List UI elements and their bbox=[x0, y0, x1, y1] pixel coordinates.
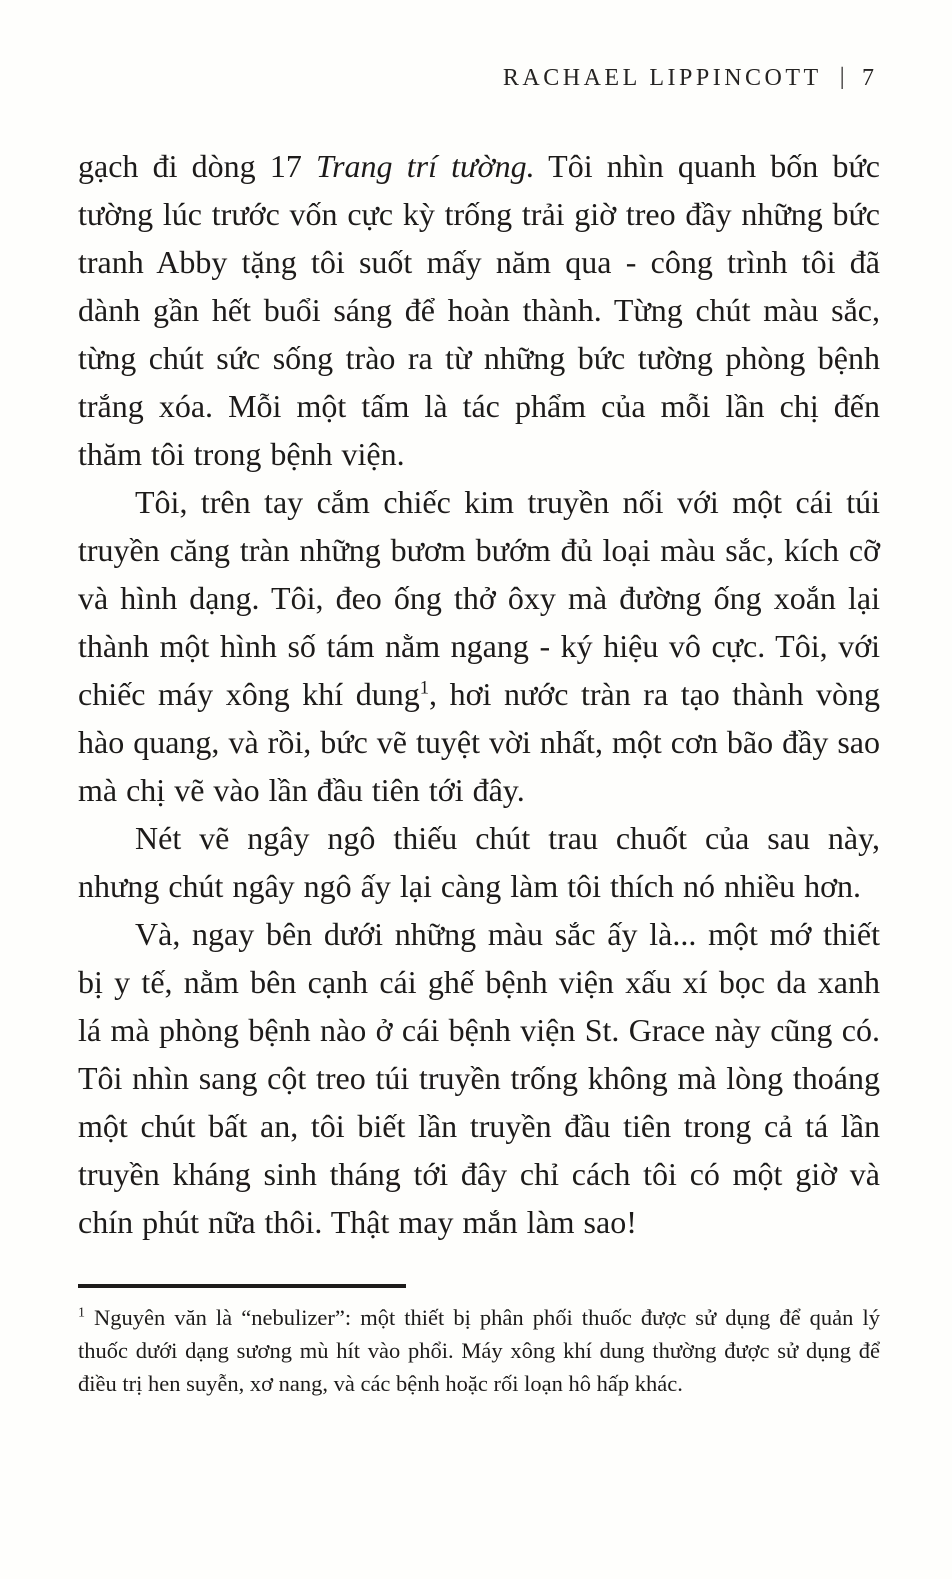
paragraph-2 bbox=[78, 478, 880, 814]
footnote bbox=[78, 1301, 880, 1400]
paragraph-4-text: Và, ngay bên dưới những màu sắc ấy là... một mớ thiết bị y tế, nằm bên cạnh cái ghế bệnh viện xấu xí bọc da xanh lá mà phòng bệnh nào ở cái bệnh viện St. Grace này cũng có. Tôi nhìn sang cột treo túi truyền trống không mà lòng thoáng một chút bất an, tôi biết lần truyền đầu tiên trong cả tá lần truyền kháng sinh tháng tới đây chỉ cách tôi có một giờ và chín phút nữa thôi. Thật may mắn làm sao! bbox=[78, 916, 880, 1240]
list-item-title-italic: Trang trí tường. bbox=[316, 148, 535, 184]
running-head-author: RACHAEL LIPPINCOTT bbox=[502, 65, 822, 91]
footnote-marker: 1 bbox=[78, 1305, 85, 1321]
paragraph-1-text: gạch đi dòng 17 bbox=[78, 148, 317, 184]
paragraph-3 bbox=[78, 814, 880, 910]
body-text bbox=[78, 142, 880, 1246]
footnote-text: Nguyên văn là “nebulizer”: một thiết bị phân phối thuốc được sử dụng để quản lý thuốc dưới dạng sương mù hít vào phổi. Máy xông khí dung thường được sử dụng để điều trị hen suyễn, xơ nang, và các bệnh hoặc rối loạn hô hấp khác. bbox=[78, 1305, 880, 1396]
paragraph-1-text-cont: Tôi nhìn quanh bốn bức tường lúc trước vốn cực kỳ trống trải giờ treo đầy những bức tranh Abby tặng tôi suốt mấy năm qua - công trình tôi đã dành gần hết buổi sáng để hoàn thành. Từng chút màu sắc, từng chút sức sống trào ra từ những bức tường phòng bệnh trắng xóa. Mỗi một tấm là tác phẩm của mỗi lần chị đến thăm tôi trong bệnh viện. bbox=[78, 148, 880, 472]
footnote-section bbox=[78, 1284, 880, 1400]
page-number: 7 bbox=[862, 65, 874, 91]
paragraph-4 bbox=[78, 910, 880, 1246]
paragraph-2-text-cont: , hơi nước tràn ra tạo thành vòng hào quang, và rồi, bức vẽ tuyệt vời nhất, một cơn bão đầy sao mà chị vẽ vào lần đầu tiên tới đây. bbox=[78, 676, 881, 808]
running-head bbox=[78, 64, 880, 92]
header-divider: | bbox=[839, 64, 848, 90]
footnote-reference-marker: 1 bbox=[419, 677, 430, 699]
paragraph-2-text: Tôi, trên tay cắm chiếc kim truyền nối với một cái túi truyền căng tràn những bươm bướm đủ loại màu sắc, kích cỡ và hình dạng. Tôi, đeo ống thở ôxy mà đường ống xoắn lại thành một hình số tám nằm ngang - ký hiệu vô cực. Tôi, với chiếc máy xông khí dung bbox=[78, 484, 880, 712]
footnote-separator-rule bbox=[78, 1284, 406, 1288]
paragraph-1 bbox=[78, 142, 880, 478]
paragraph-3-text: Nét vẽ ngây ngô thiếu chút trau chuốt của sau này, nhưng chút ngây ngô ấy lại càng làm tôi thích nó nhiều hơn. bbox=[78, 820, 880, 904]
